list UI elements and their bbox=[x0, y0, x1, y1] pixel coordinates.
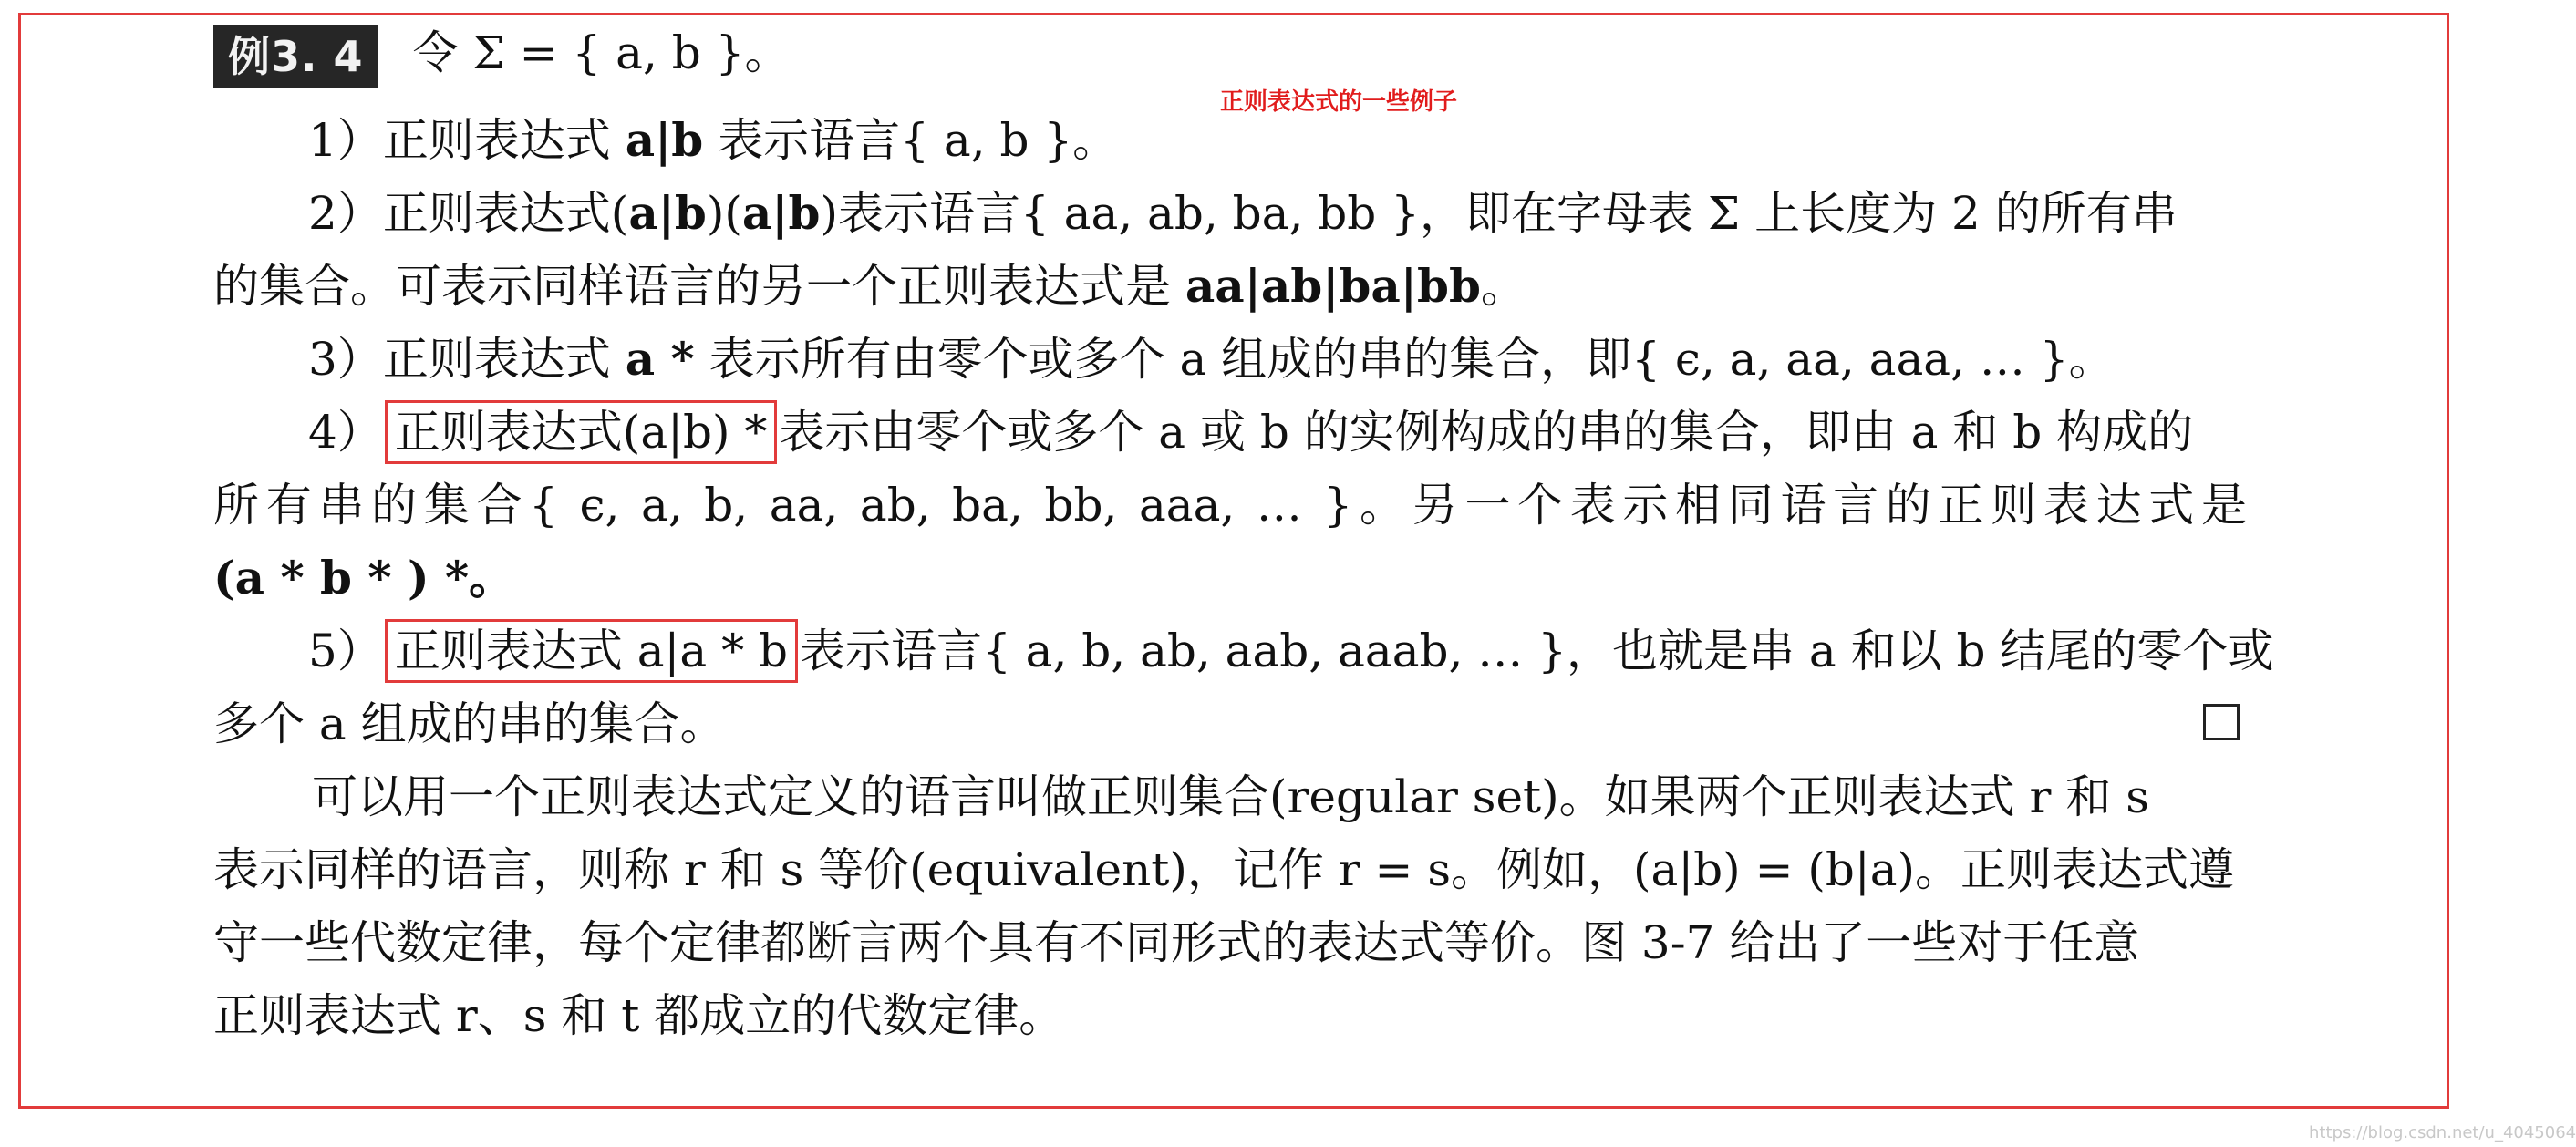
item-text: 正则表达式( bbox=[382, 187, 629, 240]
item-2 bbox=[213, 184, 2247, 243]
item-text: 正则表达式 bbox=[382, 333, 626, 386]
example-badge: 例3. 4 bbox=[213, 25, 378, 88]
item-text: 表示语言{ a, b, ab, aab, aaab, … }，也就是串 a 和以 b 结尾的零个或 bbox=[799, 625, 2274, 677]
item-text: )( bbox=[706, 187, 742, 240]
item-text: 。 bbox=[1480, 260, 1526, 313]
item-number: 4） bbox=[308, 406, 383, 459]
item-number: 1） bbox=[308, 114, 383, 167]
item-5 bbox=[213, 622, 2274, 680]
paragraph-line bbox=[213, 987, 2247, 1045]
item-4-continuation-2 bbox=[213, 549, 2247, 607]
paragraph-text: 可以用一个正则表达式定义的语言叫做正则集合(regular set)。如果两个正则表达式 r 和 s bbox=[312, 770, 2149, 823]
paragraph-text: 守一些代数定律，每个定律都断言两个具有不同形式的表达式等价。图 3-7 给出了一些对于任意 bbox=[213, 916, 2140, 969]
item-5-continuation bbox=[213, 695, 2247, 753]
item-text: 表示语言{ a, b }。 bbox=[703, 114, 1119, 167]
example-intro: 令 Σ = { a, b }。 bbox=[412, 26, 791, 79]
regex-expression: a|b bbox=[628, 186, 707, 240]
item-number: 5） bbox=[308, 625, 383, 677]
regex-expression: a * bbox=[625, 332, 695, 386]
paragraph-line bbox=[213, 914, 2247, 972]
item-text: 正则表达式 bbox=[382, 114, 626, 167]
item-4-continuation bbox=[213, 476, 2247, 534]
paragraph-text: 表示同样的语言，则称 r 和 s 等价(equivalent)，记作 r = s。例如，(a|b) = (b|a)。正则表达式遵 bbox=[213, 843, 2235, 896]
item-number: 3） bbox=[308, 333, 383, 386]
watermark: https://blog.csdn.net/u_4045064 bbox=[2309, 1123, 2576, 1142]
item-text: 的集合。可表示同样语言的另一个正则表达式是 bbox=[213, 260, 1185, 313]
item-text: )表示语言{ aa, ab, ba, bb }，即在字母表 Σ 上长度为 2 的所有串 bbox=[820, 187, 2178, 240]
regex-expression: aa|ab|ba|bb bbox=[1185, 259, 1481, 313]
item-text: 多个 a 组成的串的集合。 bbox=[213, 698, 726, 750]
item-number: 2） bbox=[308, 187, 383, 240]
regex-expression: a|b bbox=[741, 186, 821, 240]
highlight-box: 正则表达式 a|a * b bbox=[385, 619, 798, 683]
regex-expression: (a * b * ) *。 bbox=[213, 551, 515, 604]
paragraph-text: 正则表达式 r、s 和 t 都成立的代数定律。 bbox=[213, 989, 1065, 1042]
paragraph-line bbox=[213, 841, 2247, 899]
example-header bbox=[213, 24, 2247, 82]
item-text: 所有串的集合{ ϵ, a, b, aa, ab, ba, bb, aaa, … }。另一个表示相同语言的正则表达式是 bbox=[213, 479, 2247, 532]
item-text: 表示所有由零个或多个 a 组成的串的集合，即{ ϵ, a, aa, aaa, … }。 bbox=[694, 333, 2115, 386]
annotation-note: 正则表达式的一些例子 bbox=[1220, 88, 1458, 116]
item-3 bbox=[213, 330, 2247, 388]
regex-expression: a|b bbox=[625, 113, 704, 167]
end-of-example-box bbox=[2203, 704, 2240, 740]
item-4 bbox=[213, 403, 2247, 461]
item-text: 表示由零个或多个 a 或 b 的实例构成的串的集合，即由 a 和 b 构成的 bbox=[779, 406, 2194, 459]
highlight-box: 正则表达式(a|b) * bbox=[385, 400, 778, 464]
item-1 bbox=[213, 111, 2247, 170]
item-2-continuation bbox=[213, 257, 2247, 315]
paragraph-line bbox=[213, 768, 2247, 826]
